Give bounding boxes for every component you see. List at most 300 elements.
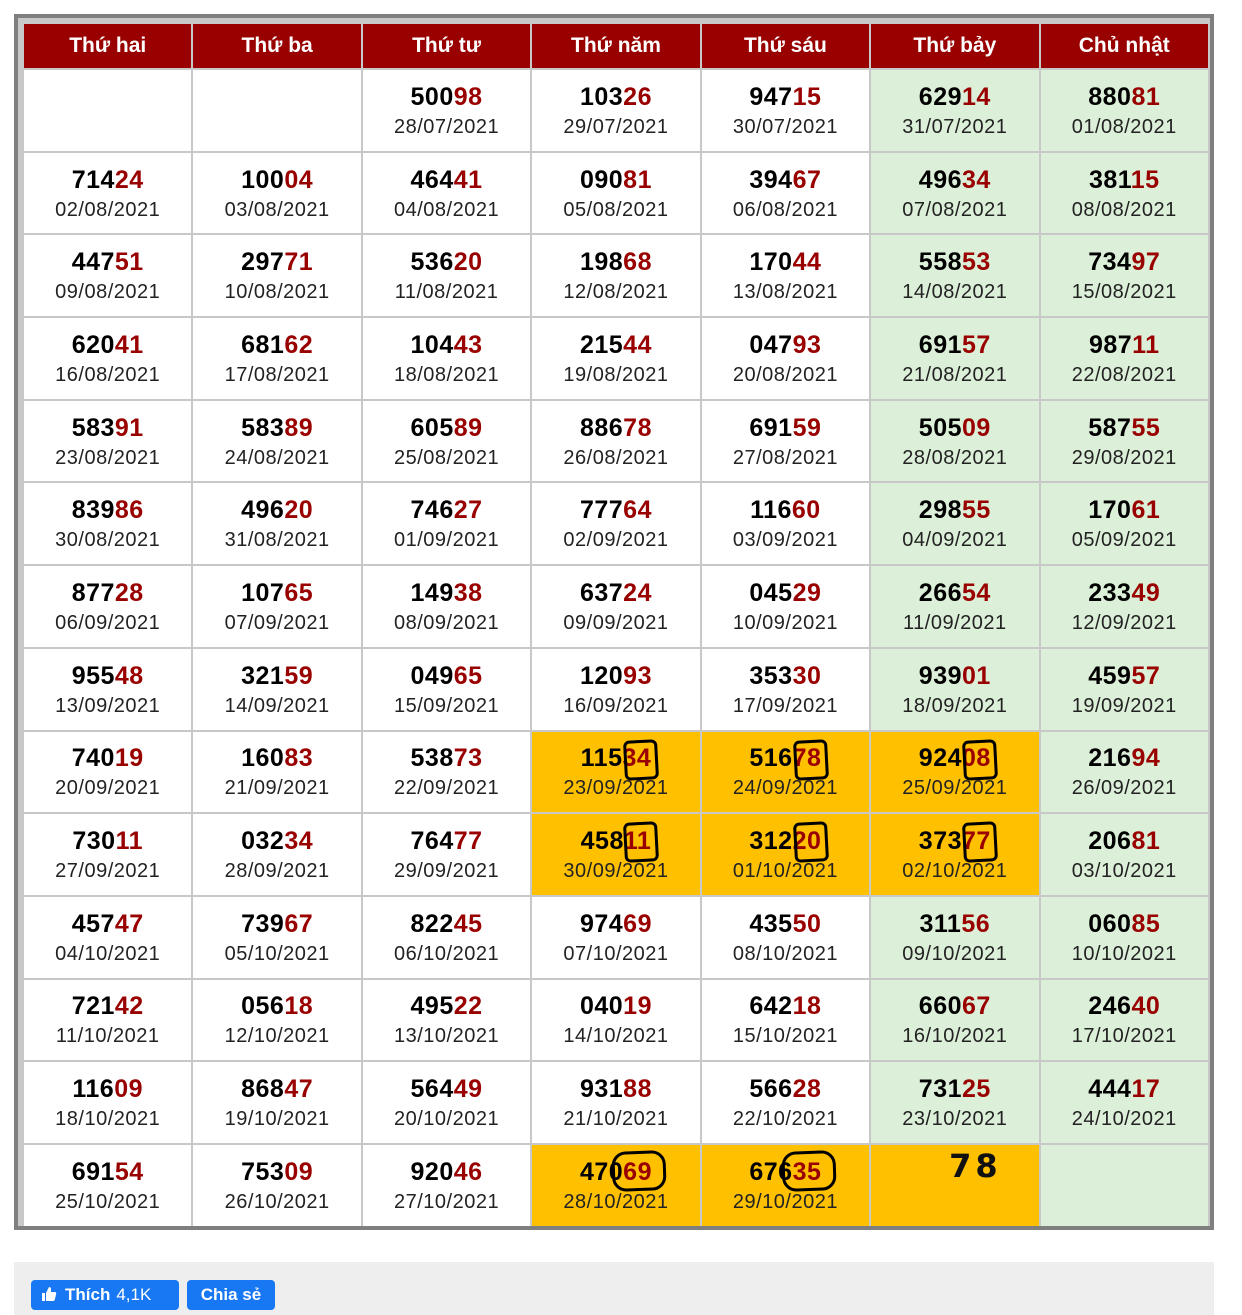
- result-number-tail: 25: [962, 1075, 991, 1104]
- result-date: 15/10/2021: [732, 1025, 838, 1048]
- result-cell: [193, 732, 360, 813]
- result-date: 29/10/2021: [732, 1190, 838, 1213]
- result-number: [363, 413, 530, 443]
- facebook-share-button[interactable]: [187, 1280, 275, 1310]
- result-number-tail: 41: [114, 330, 144, 359]
- result-cell: [24, 1145, 191, 1226]
- result-number: [24, 743, 191, 773]
- result-number: [702, 578, 869, 608]
- result-number-head: 459: [1088, 661, 1132, 690]
- result-number-tail: 94: [1131, 744, 1161, 773]
- result-cell: [702, 1145, 869, 1226]
- result-number-head: 500: [410, 82, 454, 111]
- result-date: 17/09/2021: [732, 694, 838, 717]
- result-date: 31/07/2021: [902, 115, 1008, 138]
- result-number-head: 458: [580, 827, 624, 856]
- result-number-tail: 69: [623, 909, 652, 938]
- week-row: [24, 401, 1208, 482]
- result-cell: [193, 70, 360, 151]
- result-date: 17/10/2021: [1071, 1025, 1177, 1048]
- result-date: 06/08/2021: [732, 198, 838, 221]
- result-number: [363, 826, 530, 856]
- result-number-head: 629: [918, 82, 963, 111]
- result-date: 27/10/2021: [394, 1190, 500, 1213]
- result-number-tail: 59: [284, 661, 314, 690]
- result-date: 26/10/2021: [224, 1190, 330, 1213]
- week-row: [24, 1145, 1208, 1226]
- result-date: 05/10/2021: [224, 942, 330, 965]
- result-number-head: 103: [579, 82, 624, 111]
- result-number-head: 637: [579, 578, 624, 607]
- result-date: 10/09/2021: [732, 611, 838, 634]
- result-number-head: 620: [71, 330, 115, 359]
- result-number-tail: 34: [622, 744, 652, 773]
- result-date: 02/10/2021: [902, 860, 1008, 883]
- result-cell: [871, 153, 1038, 234]
- result-number: [702, 661, 869, 691]
- result-date: 19/09/2021: [1071, 694, 1177, 717]
- result-number-head: 373: [918, 827, 963, 856]
- result-number-head: 731: [918, 1075, 963, 1104]
- result-cell: [24, 649, 191, 730]
- result-number: [871, 743, 1038, 773]
- result-date: 27/08/2021: [732, 446, 838, 469]
- result-number-head: 215: [579, 330, 624, 359]
- result-date: 14/08/2021: [902, 281, 1008, 304]
- result-number-tail: 64: [623, 496, 652, 525]
- weekday-header: Chủ nhật: [1041, 24, 1208, 68]
- result-number: [871, 909, 1038, 939]
- result-number: [1041, 661, 1208, 691]
- result-number: [193, 165, 360, 195]
- result-number: [702, 909, 869, 939]
- result-number-tail: 29: [792, 578, 822, 607]
- week-row: [24, 153, 1208, 234]
- result-number-tail: 19: [623, 992, 652, 1021]
- result-number-tail: 35: [792, 1157, 822, 1186]
- result-number-head: 886: [579, 413, 624, 442]
- result-number: [24, 826, 191, 856]
- result-number: [193, 413, 360, 443]
- result-date: 05/08/2021: [563, 198, 669, 221]
- result-number-head: 298: [918, 496, 963, 525]
- result-cell: [871, 483, 1038, 564]
- result-number-head: 045: [749, 578, 793, 607]
- result-cell: [193, 1062, 360, 1143]
- result-number: [193, 330, 360, 360]
- result-number-tail: 62: [284, 330, 314, 359]
- result-number-tail: 67: [792, 165, 822, 194]
- result-number-head: 447: [71, 248, 115, 277]
- weekday-header: Thứ tư: [363, 24, 530, 68]
- result-cell: [24, 401, 191, 482]
- result-cell: [871, 649, 1038, 730]
- result-cell: [363, 897, 530, 978]
- result-number-tail: 55: [962, 496, 991, 525]
- result-number-head: 435: [749, 909, 793, 938]
- result-date: 04/09/2021: [902, 529, 1008, 552]
- result-number-tail: 78: [623, 413, 652, 442]
- weekday-header: Thứ sáu: [702, 24, 869, 68]
- result-cell: [1041, 1145, 1208, 1226]
- result-cell: [871, 897, 1038, 978]
- result-number: [24, 578, 191, 608]
- result-number-tail: 19: [114, 744, 144, 773]
- result-cell: [363, 235, 530, 316]
- result-number-head: 246: [1088, 992, 1132, 1021]
- result-number-head: 149: [410, 578, 454, 607]
- result-number-tail: 41: [453, 165, 483, 194]
- result-date: 06/09/2021: [55, 611, 161, 634]
- result-number: [871, 826, 1038, 856]
- result-number: [1041, 1074, 1208, 1104]
- result-number: [24, 165, 191, 195]
- result-number-tail: 98: [453, 82, 483, 111]
- result-number: [363, 495, 530, 525]
- result-number-tail: 77: [962, 827, 991, 856]
- weekday-header: Thứ năm: [532, 24, 699, 68]
- result-number-head: 955: [71, 661, 115, 690]
- result-number-tail: 44: [792, 248, 822, 277]
- result-number-tail: 69: [623, 1157, 652, 1186]
- result-number-head: 160: [241, 744, 285, 773]
- result-number-head: 470: [579, 1157, 624, 1186]
- result-number-head: 120: [579, 661, 624, 690]
- result-number-head: 321: [241, 661, 285, 690]
- result-number-head: 730: [72, 827, 116, 856]
- result-number-tail: 93: [623, 661, 652, 690]
- result-number: [532, 247, 699, 277]
- result-date: 28/07/2021: [394, 115, 500, 138]
- result-number-head: 714: [71, 165, 115, 194]
- result-number: [363, 1157, 530, 1187]
- result-cell: [1041, 897, 1208, 978]
- result-number: [24, 909, 191, 939]
- result-number-head: 216: [1088, 744, 1132, 773]
- facebook-like-button[interactable]: [31, 1280, 179, 1310]
- result-date: 11/09/2021: [903, 611, 1007, 634]
- result-number: [363, 991, 530, 1021]
- result-number-head: 777: [579, 496, 624, 525]
- result-cell: [532, 814, 699, 895]
- result-cell: [363, 1145, 530, 1226]
- result-number-tail: 67: [284, 909, 314, 938]
- result-number-tail: 67: [962, 992, 991, 1021]
- result-number: [193, 743, 360, 773]
- result-cell: [193, 980, 360, 1061]
- result-cell: [1041, 153, 1208, 234]
- result-number-head: 049: [410, 661, 454, 690]
- result-number-tail: 14: [962, 82, 991, 111]
- result-cell: [1041, 70, 1208, 151]
- result-number-head: 496: [241, 496, 285, 525]
- result-number: [24, 413, 191, 443]
- result-number-head: 495: [410, 992, 454, 1021]
- result-number-tail: 18: [284, 992, 314, 1021]
- result-date: 08/10/2021: [732, 942, 838, 965]
- result-date: 14/09/2021: [224, 694, 330, 717]
- result-number-head: 381: [1088, 165, 1131, 194]
- week-row: [24, 318, 1208, 399]
- result-cell: [702, 814, 869, 895]
- result-number-head: 558: [918, 248, 963, 277]
- result-number-head: 505: [918, 413, 963, 442]
- result-date: 16/08/2021: [55, 363, 161, 386]
- result-date: 01/08/2021: [1071, 115, 1177, 138]
- result-number: [363, 165, 530, 195]
- result-date: 13/08/2021: [732, 281, 838, 304]
- result-number-tail: 93: [792, 330, 822, 359]
- result-cell: [702, 153, 869, 234]
- result-number: [363, 1074, 530, 1104]
- result-number: [871, 661, 1038, 691]
- result-date: 08/09/2021: [394, 611, 500, 634]
- result-date: 08/08/2021: [1071, 198, 1177, 221]
- result-number-tail: 04: [284, 165, 314, 194]
- result-date: 02/09/2021: [563, 529, 669, 552]
- result-number-tail: 26: [623, 82, 652, 111]
- result-number-tail: 43: [453, 330, 483, 359]
- result-cell: [871, 980, 1038, 1061]
- result-number: [193, 1157, 360, 1187]
- result-cell: [702, 649, 869, 730]
- result-number-tail: 77: [453, 827, 483, 856]
- result-cell: [363, 732, 530, 813]
- week-row: [24, 980, 1208, 1061]
- result-number-tail: 34: [962, 165, 991, 194]
- result-number-tail: 59: [792, 413, 822, 442]
- week-row: [24, 649, 1208, 730]
- result-cell: [363, 1062, 530, 1143]
- result-number-tail: 28: [114, 578, 144, 607]
- result-cell: [532, 153, 699, 234]
- weekday-header: Thứ hai: [24, 24, 191, 68]
- result-cell: [871, 1062, 1038, 1143]
- result-number-tail: 91: [114, 413, 144, 442]
- result-number: [532, 826, 699, 856]
- result-cell: [363, 814, 530, 895]
- week-row: [24, 814, 1208, 895]
- week-row: [24, 566, 1208, 647]
- result-number: [1041, 495, 1208, 525]
- result-cell: [1041, 649, 1208, 730]
- result-date: 31/08/2021: [224, 529, 330, 552]
- result-cell: [193, 814, 360, 895]
- result-number: [363, 909, 530, 939]
- result-number: [532, 991, 699, 1021]
- result-number-tail: 47: [114, 909, 144, 938]
- result-number-head: 170: [749, 248, 793, 277]
- result-number: [193, 909, 360, 939]
- result-date: 01/10/2021: [732, 860, 838, 883]
- result-number: [1041, 413, 1208, 443]
- result-date: 11/08/2021: [394, 281, 499, 304]
- result-number: [871, 1074, 1038, 1104]
- result-number-tail: 57: [1131, 661, 1161, 690]
- result-cell: [532, 483, 699, 564]
- result-cell: [871, 732, 1038, 813]
- result-cell: [702, 732, 869, 813]
- result-number-head: 746: [410, 496, 454, 525]
- result-number-head: 676: [749, 1157, 793, 1186]
- result-number: [1041, 82, 1208, 112]
- result-number-head: 583: [71, 413, 115, 442]
- result-number-head: 116: [750, 496, 792, 525]
- result-number-head: 100: [241, 165, 285, 194]
- result-date: 25/10/2021: [55, 1190, 161, 1213]
- result-number-tail: 20: [453, 248, 483, 277]
- result-number-head: 032: [241, 827, 285, 856]
- result-number-head: 394: [749, 165, 793, 194]
- result-number: [532, 413, 699, 443]
- result-number: [532, 330, 699, 360]
- result-number: [193, 578, 360, 608]
- result-cell: [871, 814, 1038, 895]
- result-number-tail: 17: [1131, 1075, 1161, 1104]
- result-number: [24, 661, 191, 691]
- result-number: [1041, 165, 1208, 195]
- result-number: [702, 826, 869, 856]
- result-cell: [871, 70, 1038, 151]
- result-date: 22/09/2021: [394, 777, 500, 800]
- result-number: [871, 578, 1038, 608]
- result-date: 26/09/2021: [1071, 777, 1177, 800]
- result-number: [1041, 330, 1208, 360]
- result-cell: [1041, 732, 1208, 813]
- result-number: [871, 247, 1038, 277]
- result-cell: [24, 153, 191, 234]
- result-number-tail: 54: [962, 578, 991, 607]
- result-cell: [532, 566, 699, 647]
- result-number: [532, 82, 699, 112]
- result-number: [702, 330, 869, 360]
- result-number-head: 115: [580, 744, 623, 773]
- result-number-tail: 88: [623, 1075, 652, 1104]
- result-number-head: 297: [241, 248, 285, 277]
- result-number: [363, 661, 530, 691]
- result-date: 10/10/2021: [1071, 942, 1177, 965]
- result-number-tail: 01: [962, 661, 991, 690]
- result-number-tail: 38: [453, 578, 483, 607]
- result-number-tail: 15: [1130, 165, 1160, 194]
- week-row: [24, 732, 1208, 813]
- result-cell: [24, 318, 191, 399]
- result-number: [532, 661, 699, 691]
- result-number-head: 924: [918, 744, 963, 773]
- result-cell: [193, 649, 360, 730]
- result-date: 12/09/2021: [1071, 611, 1177, 634]
- result-number-tail: 09: [284, 1157, 314, 1186]
- result-number: [702, 82, 869, 112]
- result-number-tail: 89: [284, 413, 314, 442]
- result-number-head: 681: [241, 330, 285, 359]
- week-row: [24, 1062, 1208, 1143]
- result-date: 20/10/2021: [394, 1108, 500, 1131]
- result-number-head: 040: [579, 992, 624, 1021]
- like-label: Thích: [65, 1285, 111, 1304]
- result-number-head: 740: [71, 744, 115, 773]
- share-label: Chia sẻ: [200, 1285, 262, 1304]
- result-number-head: 464: [410, 165, 454, 194]
- result-number-head: 266: [918, 578, 963, 607]
- result-cell: [1041, 235, 1208, 316]
- result-cell: [193, 566, 360, 647]
- result-cell: [24, 483, 191, 564]
- result-number-head: 691: [918, 330, 963, 359]
- result-number-tail: 71: [284, 248, 314, 277]
- result-number-head: 987: [1088, 330, 1133, 359]
- result-number: [24, 991, 191, 1021]
- result-number: [871, 330, 1038, 360]
- result-number-head: 311: [919, 909, 962, 938]
- result-number: [193, 661, 360, 691]
- result-date: 21/09/2021: [224, 777, 330, 800]
- result-date: 04/08/2021: [394, 198, 500, 221]
- result-cell: [532, 1145, 699, 1226]
- result-date: 18/08/2021: [394, 363, 500, 386]
- result-number-head: 764: [410, 827, 454, 856]
- result-number-tail: 44: [623, 330, 652, 359]
- result-number-tail: 54: [114, 1157, 144, 1186]
- result-date: 21/08/2021: [902, 363, 1008, 386]
- result-number: [702, 1157, 869, 1187]
- result-number-tail: 61: [1131, 496, 1161, 525]
- result-date: 01/09/2021: [394, 529, 500, 552]
- result-date: 07/08/2021: [902, 198, 1008, 221]
- result-cell: [532, 732, 699, 813]
- result-date: 30/07/2021: [732, 115, 838, 138]
- result-number-tail: 34: [284, 827, 314, 856]
- result-number: [24, 1157, 191, 1187]
- result-number: [871, 82, 1038, 112]
- result-date: 05/09/2021: [1071, 529, 1177, 552]
- result-cell: [363, 318, 530, 399]
- result-number: [1041, 991, 1208, 1021]
- result-date: 06/10/2021: [394, 942, 500, 965]
- result-number: [702, 247, 869, 277]
- result-date: 15/08/2021: [1071, 281, 1177, 304]
- result-number: [532, 1157, 699, 1187]
- result-cell: [193, 153, 360, 234]
- result-date: 30/09/2021: [563, 860, 669, 883]
- result-cell: [24, 566, 191, 647]
- result-number-head: 116: [72, 1075, 115, 1104]
- result-number-head: 457: [71, 909, 115, 938]
- result-number-tail: 22: [453, 992, 483, 1021]
- result-number-tail: 86: [114, 496, 144, 525]
- result-cell: [24, 235, 191, 316]
- result-number-head: 104: [410, 330, 454, 359]
- result-cell: [193, 318, 360, 399]
- result-number-tail: 78: [792, 744, 822, 773]
- result-date: 20/09/2021: [55, 777, 161, 800]
- result-number: [1041, 909, 1208, 939]
- result-number-head: 090: [579, 165, 624, 194]
- result-number-tail: 73: [453, 744, 483, 773]
- result-number-tail: 50: [792, 909, 822, 938]
- result-number-head: 822: [410, 909, 454, 938]
- result-date: 29/08/2021: [1071, 446, 1177, 469]
- week-row: [24, 70, 1208, 151]
- result-date: 09/09/2021: [563, 611, 669, 634]
- result-cell: [532, 1062, 699, 1143]
- result-date: 03/10/2021: [1071, 860, 1177, 883]
- result-cell: [532, 401, 699, 482]
- result-cell: [363, 649, 530, 730]
- result-number-tail: 60: [791, 496, 821, 525]
- result-number: [532, 743, 699, 773]
- result-number-tail: 46: [453, 1157, 483, 1186]
